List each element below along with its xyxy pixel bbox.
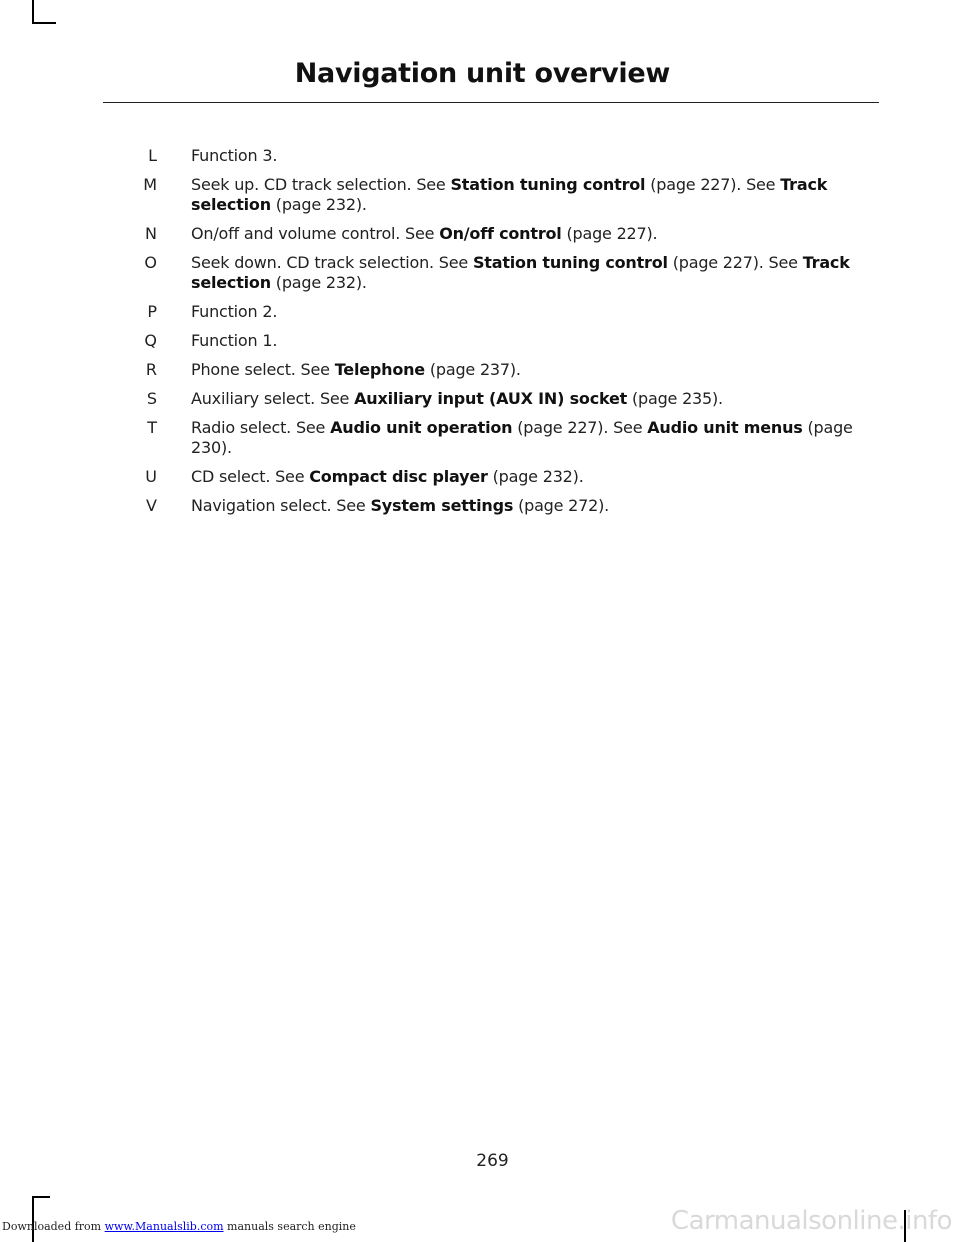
list-item: [0, 418, 960, 458]
description-text: (page 227). See: [667, 253, 803, 272]
cross-reference-title: Track selection: [191, 253, 850, 292]
description-text: On/off and volume control. See: [191, 224, 440, 243]
page-number: 269: [476, 1151, 509, 1171]
item-letter: V: [146, 496, 157, 515]
footer-prefix: Downloaded from: [2, 1220, 105, 1233]
item-description: [191, 467, 881, 487]
list-item: [0, 302, 960, 322]
list-item: [0, 175, 960, 215]
crop-mark-bottom-left-vertical: [32, 1196, 34, 1242]
cross-reference-title: Compact disc player: [309, 467, 488, 486]
item-letter: L: [148, 146, 157, 165]
description-text: Radio select. See: [191, 418, 331, 437]
list-item: [0, 253, 960, 293]
crop-mark-bottom-left-horizontal: [32, 1196, 50, 1198]
description-text: Function 3.: [191, 146, 278, 165]
item-description: [191, 418, 881, 458]
item-letter: O: [144, 253, 157, 272]
download-footer: [2, 1220, 356, 1233]
description-text: Seek down. CD track selection. See: [191, 253, 473, 272]
item-description: [191, 253, 881, 293]
description-text: (page 227).: [561, 224, 658, 243]
cross-reference-title: Audio unit menus: [647, 418, 803, 437]
item-description: [191, 146, 881, 166]
cross-reference-title: Audio unit operation: [330, 418, 513, 437]
description-text: Auxiliary select. See: [191, 389, 355, 408]
description-text: (page 230).: [191, 418, 853, 457]
description-text: (page 237).: [424, 360, 521, 379]
cross-reference-title: Telephone: [334, 360, 425, 379]
list-item: [0, 224, 960, 244]
description-text: Phone select. See: [191, 360, 335, 379]
item-letter: N: [145, 224, 157, 243]
item-description: [191, 331, 881, 351]
description-text: (page 272).: [513, 496, 610, 515]
title-rule: [103, 102, 879, 103]
item-description: [191, 224, 881, 244]
description-text: (page 235).: [627, 389, 723, 408]
description-text: CD select. See: [191, 467, 310, 486]
description-text: Seek up. CD track selection. See: [191, 175, 451, 194]
definition-list: [0, 146, 960, 525]
crop-mark-top-left-horizontal: [32, 22, 56, 24]
description-text: (page 227). See: [645, 175, 781, 194]
crop-mark-top-left-vertical: [32, 0, 34, 24]
list-item: [0, 331, 960, 351]
item-letter: P: [147, 302, 157, 321]
list-item: [0, 389, 960, 409]
item-description: [191, 389, 881, 409]
item-letter: R: [145, 360, 157, 379]
description-text: (page 232).: [487, 467, 584, 486]
item-letter: M: [143, 175, 157, 194]
item-letter: U: [145, 467, 157, 486]
item-description: [191, 302, 881, 322]
list-item: [0, 146, 960, 166]
description-text: (page 227). See: [512, 418, 648, 437]
item-letter: T: [147, 418, 157, 437]
cross-reference-title: Auxiliary input (AUX IN) socket: [354, 389, 628, 408]
item-description: [191, 360, 881, 380]
item-description: [191, 496, 881, 516]
footer-suffix: manuals search engine: [223, 1220, 356, 1233]
description-text: Function 2.: [191, 302, 278, 321]
cross-reference-title: Track selection: [191, 175, 828, 214]
item-letter: Q: [144, 331, 157, 350]
list-item: [0, 467, 960, 487]
description-text: (page 232).: [270, 195, 367, 214]
page-title: Navigation unit overview: [294, 58, 670, 89]
cross-reference-title: Station tuning control: [450, 175, 646, 194]
cross-reference-title: Station tuning control: [472, 253, 668, 272]
list-item: [0, 360, 960, 380]
description-text: Function 1.: [191, 331, 278, 350]
item-description: [191, 175, 881, 215]
list-item: [0, 496, 960, 516]
watermark: Carmanualsonline.info: [670, 1206, 952, 1236]
manualslib-link[interactable]: www.Manualslib.com: [104, 1220, 224, 1233]
cross-reference-title: System settings: [370, 496, 514, 515]
item-letter: S: [146, 389, 157, 408]
description-text: (page 232).: [270, 273, 367, 292]
description-text: Navigation select. See: [191, 496, 371, 515]
cross-reference-title: On/off control: [439, 224, 562, 243]
